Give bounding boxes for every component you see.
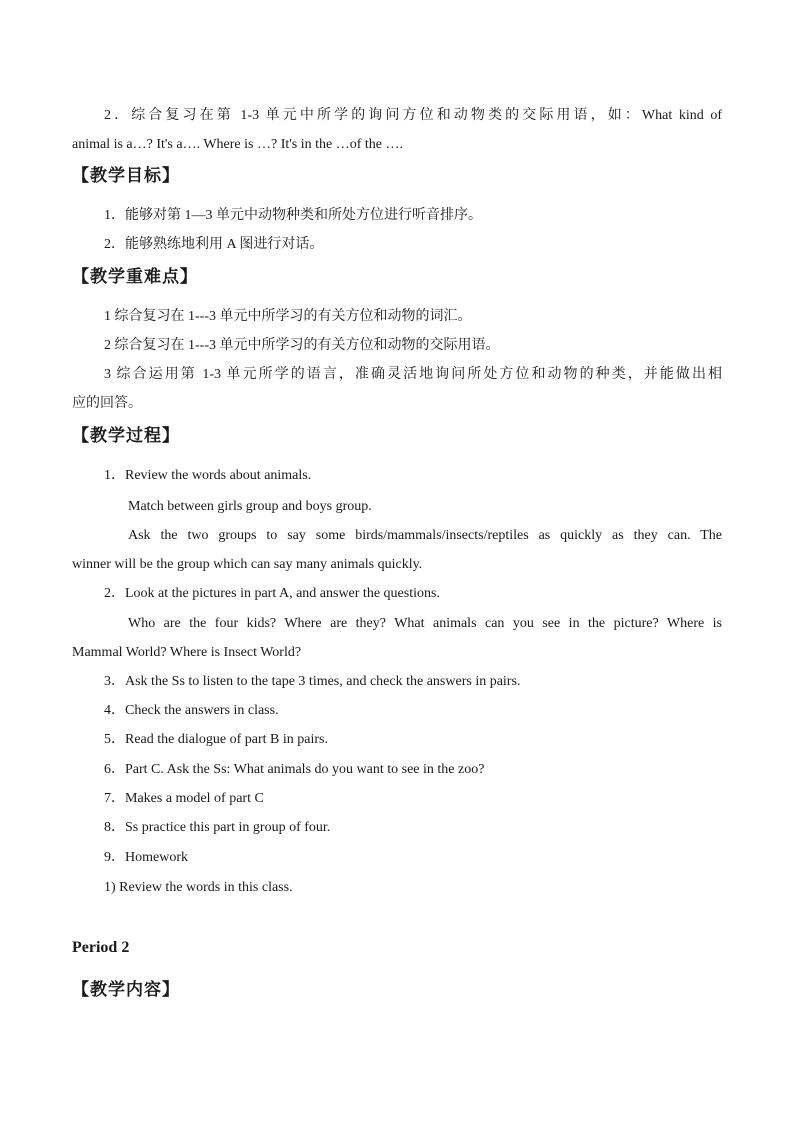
key-point-3-line-1: 3 综合运用第 1-3 单元所学的语言，准确灵活地询问所处方位和动物的种类，并能做出相 bbox=[104, 367, 722, 382]
process-step-1: 1．Review the words about animals. bbox=[104, 468, 312, 483]
key-point-3-line-2: 应的回答。 bbox=[72, 396, 142, 411]
section-heading-process: 【教学过程】 bbox=[72, 426, 180, 446]
process-step-3: 3．Ask the Ss to listen to the tape 3 times, and check the answers in pairs. bbox=[104, 674, 521, 689]
review-item-2-line-2: animal is a…? It's a…. Where is …? It's in the …of the …. bbox=[72, 137, 403, 152]
process-step-1-detail-1: Match between girls group and boys group. bbox=[128, 499, 372, 514]
process-step-6: 6．Part C. Ask the Ss: What animals do you want to see in the zoo? bbox=[104, 762, 485, 777]
objective-item-2: 2．能够熟练地利用 A 图进行对话。 bbox=[104, 237, 324, 252]
period-title: Period 2 bbox=[72, 939, 130, 956]
process-step-7: 7．Makes a model of part C bbox=[104, 791, 264, 806]
process-step-8: 8．Ss practice this part in group of four. bbox=[104, 820, 331, 835]
review-item-2-line-1: 2．综合复习在第 1-3 单元中所学的询问方位和动物类的交际用语，如：What kind of bbox=[104, 108, 722, 123]
process-step-2-detail-line-2: Mammal World? Where is Insect World? bbox=[72, 645, 302, 660]
process-step-5: 5．Read the dialogue of part B in pairs. bbox=[104, 732, 328, 747]
homework-item-1: 1) Review the words in this class. bbox=[104, 880, 293, 895]
key-point-2: 2 综合复习在 1---3 单元中所学习的有关方位和动物的交际用语。 bbox=[104, 338, 500, 353]
process-step-2: 2．Look at the pictures in part A, and answer the questions. bbox=[104, 586, 440, 601]
process-step-4: 4．Check the answers in class. bbox=[104, 703, 279, 718]
section-heading-content: 【教学内容】 bbox=[72, 980, 180, 1000]
process-step-2-detail-line-1: Who are the four kids? Where are they? What animals can you see in the picture? Where is bbox=[128, 616, 722, 631]
section-heading-objectives: 【教学目标】 bbox=[72, 166, 180, 186]
process-step-9: 9．Homework bbox=[104, 850, 188, 865]
key-point-1: 1 综合复习在 1---3 单元中所学习的有关方位和动物的词汇。 bbox=[104, 309, 472, 324]
process-step-1-detail-2-line-1: Ask the two groups to say some birds/mammals/insects/reptiles as quickly as they can. The bbox=[128, 528, 722, 543]
process-step-1-detail-2-line-2: winner will be the group which can say many animals quickly. bbox=[72, 557, 423, 572]
objective-item-1: 1．能够对第 1—3 单元中动物种类和所处方位进行听音排序。 bbox=[104, 208, 482, 223]
section-heading-key-points: 【教学重难点】 bbox=[72, 267, 198, 287]
